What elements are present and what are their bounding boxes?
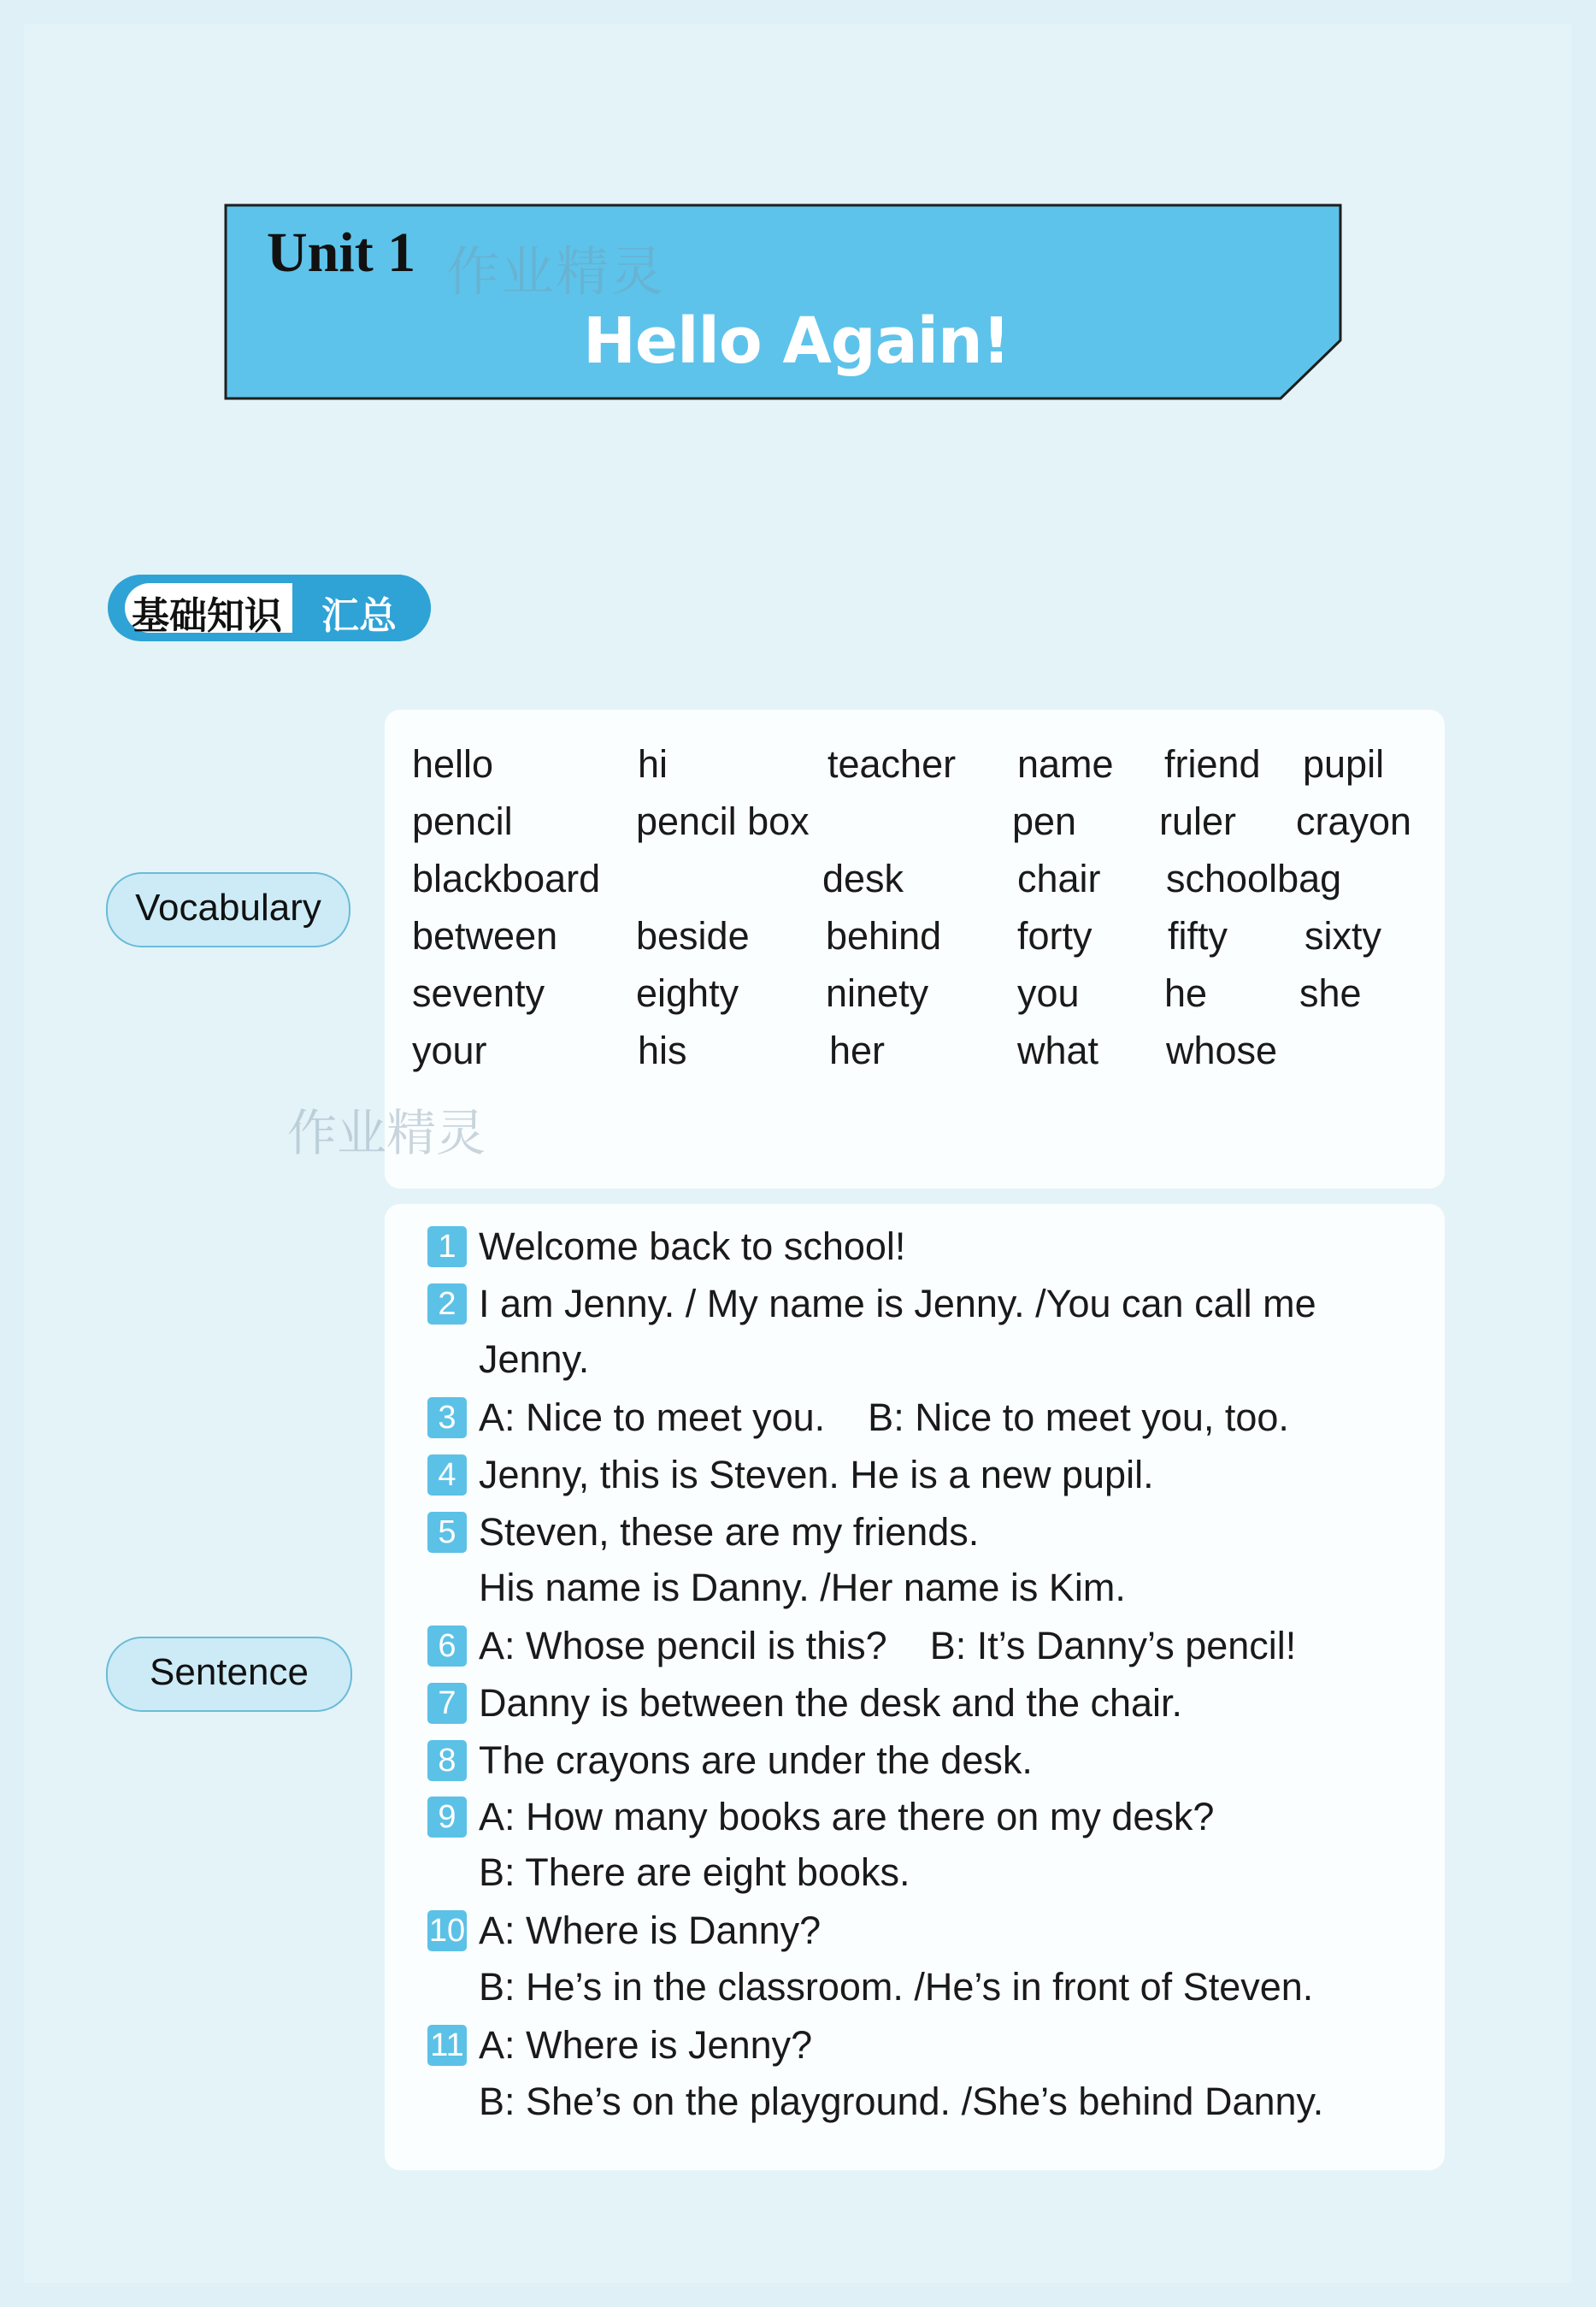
sentence-line: A: Nice to meet you. B: Nice to meet you, too. [479,1395,1289,1439]
sentence-line: A: Where is Jenny? [479,2023,813,2067]
sentence-line: Jenny, this is Steven. He is a new pupil. [479,1453,1154,1496]
number-badge: 5 [427,1512,467,1553]
vocab-word: ninety [826,971,929,1015]
sentence-line: The crayons are under the desk. [479,1738,1033,1782]
vocab-word: crayon [1296,799,1412,843]
number-badge: 1 [427,1226,467,1267]
vocab-word: what [1017,1029,1099,1072]
unit-banner [224,204,1344,400]
vocab-word: he [1164,971,1208,1015]
vocabulary-label: Vocabulary [106,872,350,947]
sentence-line: Jenny. [479,1337,590,1381]
vocab-word: pencil box [636,799,810,843]
vocab-word: forty [1017,914,1092,958]
vocab-word: name [1017,742,1114,786]
vocab-word: whose [1166,1029,1278,1072]
number-badge: 10 [427,1910,467,1951]
badge-label-left: 基础知识 [132,594,282,638]
sentence-line: A: How many books are there on my desk? [479,1795,1215,1838]
unit-label: Unit 1 [267,221,416,284]
vocab-word: friend [1164,742,1261,786]
vocab-word: seventy [412,971,545,1015]
vocab-word: teacher [827,742,957,786]
number-badge: 3 [427,1397,467,1438]
vocab-word: hi [638,742,668,786]
vocab-word: pen [1012,799,1077,843]
number-badge: 8 [427,1740,467,1781]
section-badge [108,575,431,641]
vocab-word: behind [826,914,942,958]
vocab-word: eighty [636,971,739,1015]
vocab-word: chair [1017,857,1101,900]
vocab-word: desk [822,857,904,900]
vocab-word: hello [412,742,494,786]
sentence-label: Sentence [106,1637,352,1712]
vocab-word: you [1017,971,1080,1015]
watermark: 作业精灵 [446,240,666,303]
number-badge: 11 [427,2025,467,2066]
sentence-line: B: He’s in the classroom. /He’s in front of Steven. [479,1965,1314,2009]
watermark: 作业精灵 [287,1104,486,1162]
vocab-word: blackboard [412,857,601,900]
number-badge: 7 [427,1683,467,1724]
vocab-word: his [638,1029,687,1072]
vocab-word: your [412,1029,487,1072]
sentence-line: A: Whose pencil is this? B: It’s Danny’s pencil! [479,1624,1297,1667]
number-badge: 6 [427,1626,467,1667]
vocab-word: pupil [1303,742,1385,786]
vocab-word: schoolbag [1166,857,1342,900]
sentence-line: B: There are eight books. [479,1850,910,1894]
number-badge: 9 [427,1797,467,1838]
vocab-word: beside [636,914,750,958]
vocab-word: her [829,1029,886,1072]
sentence-line: Welcome back to school! [479,1224,906,1268]
badge-label-right: 汇总 [321,594,397,638]
vocab-word: ruler [1159,799,1237,843]
vocab-word: fifty [1168,914,1228,958]
sentence-line: I am Jenny. / My name is Jenny. /You can call me [479,1282,1316,1325]
sentence-line: Steven, these are my friends. [479,1510,980,1554]
sentence-line: A: Where is Danny? [479,1909,822,1952]
sentence-line: Danny is between the desk and the chair. [479,1681,1183,1725]
unit-title: Hello Again! [583,304,1010,378]
vocab-word: she [1299,971,1362,1015]
sentence-line: His name is Danny. /Her name is Kim. [479,1566,1126,1609]
sentence-line: B: She’s on the playground. /She’s behind Danny. [479,2080,1324,2123]
number-badge: 2 [427,1283,467,1325]
vocab-word: sixty [1304,914,1381,958]
vocab-word: pencil [412,799,513,843]
vocab-word: between [412,914,558,958]
number-badge: 4 [427,1454,467,1496]
